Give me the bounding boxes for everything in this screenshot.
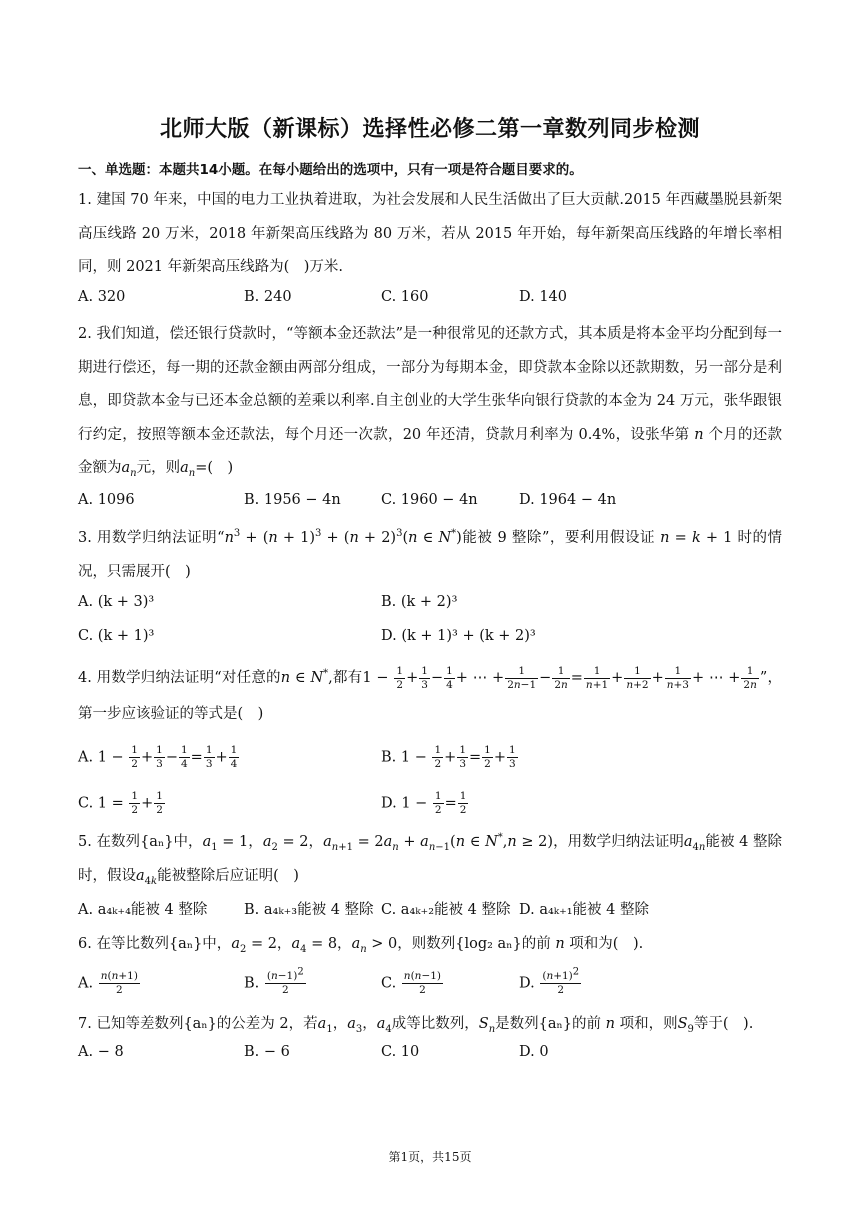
question-1: 1. 建国 70 年来，中国的电力工业执着进取，为社会发展和人民生活做出了巨大贡献.2015 年西藏墨脱县新架高压线路 20 万米，2018 年新架高压线路为 80 万米，若从 2015 年开始，每年新架高压线路的年增长率相同，则 2021 年新架高压线路为( )万米. (78, 192, 782, 275)
question-6-options (78, 966, 782, 998)
question-5-options (78, 898, 782, 926)
option-d: D. 140 (519, 289, 568, 305)
option-c: C. (k + 1)³ (78, 628, 155, 644)
question-3-options-row2 (78, 628, 782, 656)
option-b: B. 1956 − 4n (244, 492, 341, 508)
page-title: 北师大版（新课标）选择性必修二第一章数列同步检测 (159, 117, 700, 142)
option-a: A. (k + 3)³ (78, 594, 155, 610)
question-2: 2. 我们知道，偿还银行贷款时，“等额本金还款法”是一种很常见的还款方式，其本质是将本金平均分配到每一期进行偿还，每一期的还款金额由两部分组成，一部分为每期本金，即贷款本金除以还款期数，另一部分是利息，即贷款本金与已还本金总额的差乘以利率.自主创业的大学生张华向银行贷款的本金为 24 万元，张华跟银行约定，按照等额本金还款法，每个月还一次款，20 年还清，贷款月利率为 0.4%，设张华第 n 个月的还款金额为$a_n$元，则$a_n=$( ) (78, 326, 783, 479)
question-3: 3. 用数学归纳法证明“$n^3 + (n + 1)^3 + (n + 2)^3(n$ ∈ N*)能被 9 整除”，要利用假设证 n = k + 1 时的情况，只需展开( ) (78, 528, 783, 580)
option-d: D. 0 (519, 1044, 549, 1060)
option-c: C. $\frac{n(n-1)}{2}$ (381, 970, 442, 996)
option-a: A. 320 (78, 289, 126, 305)
option-b: B. $\frac{(n-1)^2}{2}$ (244, 966, 304, 996)
question-7-options (78, 1044, 782, 1072)
section-heading: 一、单选题：本题共14小题。在每小题给出的选项中，只有一项是符合题目要求的。 (78, 162, 583, 178)
question-6: 6. 在等比数列{aₙ}中，$a_2 = 2$，$a_4 = 8$，$a_n > 0$，则数列{log₂ aₙ}的前 n 项和为( ). (78, 936, 644, 955)
option-b: B. 240 (244, 289, 292, 305)
question-2-options (78, 492, 782, 520)
option-c: C. 160 (381, 289, 429, 305)
option-c: C. 1960 − 4n (381, 492, 478, 508)
option-d: D. (k + 1)³ + (k + 2)³ (381, 628, 536, 644)
question-1-options (78, 289, 782, 317)
question-4-options-row2 (78, 790, 782, 818)
option-a: A. 1 − $\frac{1}{2}$ + $\frac{1}{3}$ − $\frac{1}{4}$ = $\frac{1}{3}$ + $\frac{1}{4}$ (78, 744, 238, 770)
option-b: B. (k + 2)³ (381, 594, 458, 610)
option-b: B. a₄ₖ₊₃能被 4 整除 (244, 902, 374, 918)
option-d: D. 1 − $\frac{1}{2}$ = $\frac{1}{2}$ (381, 790, 467, 816)
page-footer: 第1页，共15页 (388, 1150, 472, 1164)
option-c: C. 10 (381, 1044, 420, 1060)
option-a: A. a₄ₖ₊₄能被 4 整除 (78, 902, 208, 918)
question-5: 5. 在数列{aₙ}中，$a_1 = 1$，$a_2 = 2$，$a_{n+1} = 2a_n + a_{n-1}(n$ ∈ N*,n ≥ 2)，用数学归纳法证明$a_{4n}$能被 4 整除时，假设$a_{4k}$能被整除后应证明( ) (78, 832, 783, 887)
option-b: B. − 6 (244, 1044, 290, 1060)
option-d: D. a₄ₖ₊₁能被 4 整除 (519, 902, 649, 918)
option-c: C. a₄ₖ₊₂能被 4 整除 (381, 902, 511, 918)
option-d: D. 1964 − 4n (519, 492, 617, 508)
question-3-options-row1 (78, 594, 782, 622)
option-b: B. 1 − $\frac{1}{2}$ + $\frac{1}{3}$ = $\frac{1}{2}$ + $\frac{1}{3}$ (381, 744, 516, 770)
option-c: C. 1 = $\frac{1}{2}$ + $\frac{1}{2}$ (78, 790, 163, 816)
option-a: A. $\frac{n(n+1)}{2}$ (78, 970, 138, 996)
question-4-options-row1 (78, 744, 782, 772)
question-4: 4. 用数学归纳法证明“对任意的n ∈ N*,都有1 − $\frac{1}{2}$ + $\frac{1}{3}$ − $\frac{1}{4}$ + ⋯ + $\frac{1}{2n-1}$ − $\frac{1}{2n}$ = $\frac{1}{n+1}$ + $\frac{1}{n+2}$ + $\frac{1}{n+3}$ + ⋯ + $\frac{1}{2n}$ ”，第一步应该验证的等式是( ) (78, 664, 782, 722)
question-7: 7. 已知等差数列{aₙ}的公差为 2，若$a_1$，$a_3$，$a_4$成等比数列，$S_n$是数列{aₙ}的前 n 项和，则$S_9$等于( ). (78, 1016, 754, 1035)
option-a: A. − 8 (78, 1044, 124, 1060)
option-d: D. $\frac{(n+1)^2}{2}$ (519, 966, 580, 996)
option-a: A. 1096 (78, 492, 135, 508)
